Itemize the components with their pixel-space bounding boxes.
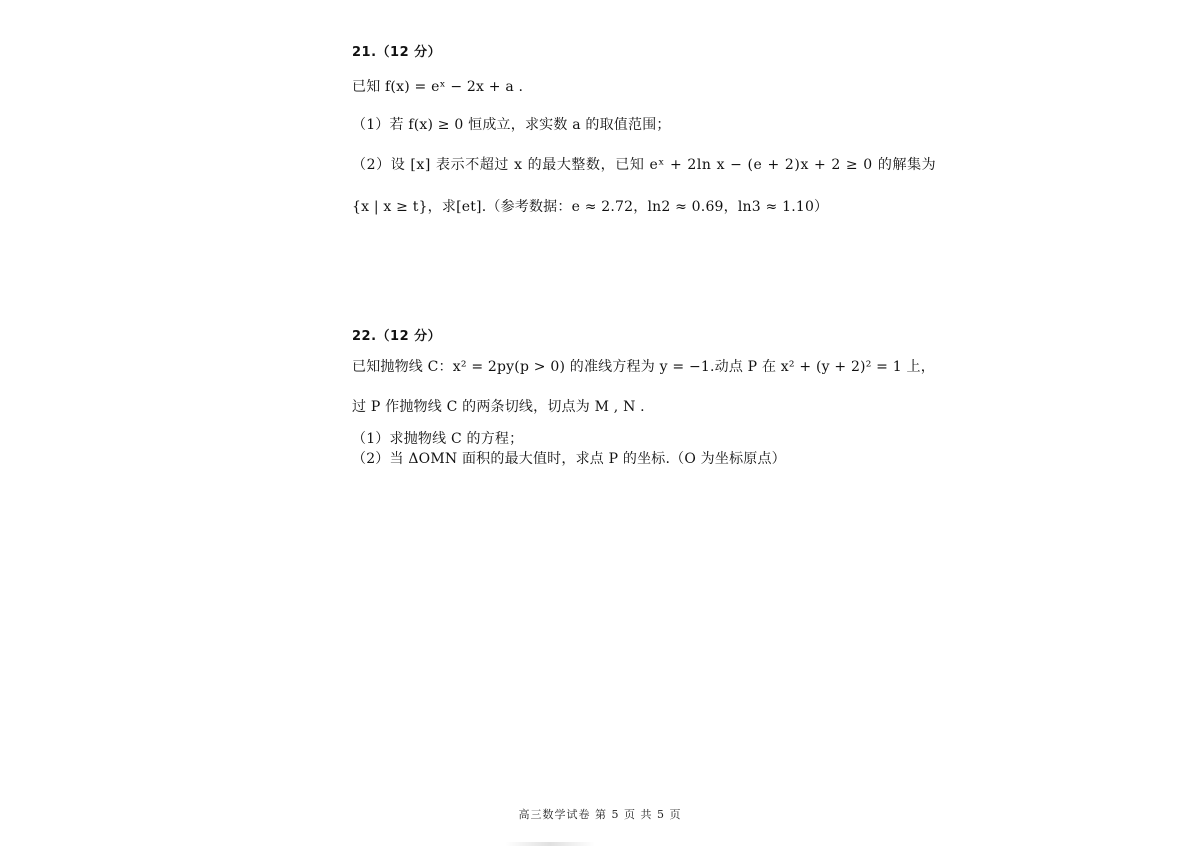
scan-artifact bbox=[505, 842, 595, 846]
question-stem: 已知 f(x) = eˣ − 2x + a . bbox=[352, 79, 524, 95]
subquestion-2-continued: {x | x ≥ t}，求[et].（参考数据：e ≈ 2.72，ln2 ≈ 0.69，ln3 ≈ 1.10） bbox=[352, 199, 829, 215]
question-stem: 已知抛物线 C：x² = 2py(p > 0) 的准线方程为 y = −1.动点 P 在 x² + (y + 2)² = 1 上， bbox=[352, 359, 935, 375]
question-header: 22.（12 分） bbox=[352, 329, 442, 344]
subquestion-1: （1）求抛物线 C 的方程； bbox=[352, 431, 524, 447]
question-header: 21.（12 分） bbox=[352, 45, 442, 60]
page-footer: 高三数学试卷 第 5 页 共 5 页 bbox=[518, 808, 682, 821]
question-stem-continued: 过 P 作抛物线 C 的两条切线，切点为 M , N . bbox=[352, 399, 645, 415]
subquestion-2: （2）当 ΔOMN 面积的最大值时，求点 P 的坐标.（O 为坐标原点） bbox=[352, 451, 786, 467]
subquestion-2: （2）设 [x] 表示不超过 x 的最大整数，已知 eˣ + 2ln x − (e + 2)x + 2 ≥ 0 的解集为 bbox=[352, 157, 937, 173]
subquestion-1: （1）若 f(x) ≥ 0 恒成立，求实数 a 的取值范围； bbox=[352, 117, 671, 133]
